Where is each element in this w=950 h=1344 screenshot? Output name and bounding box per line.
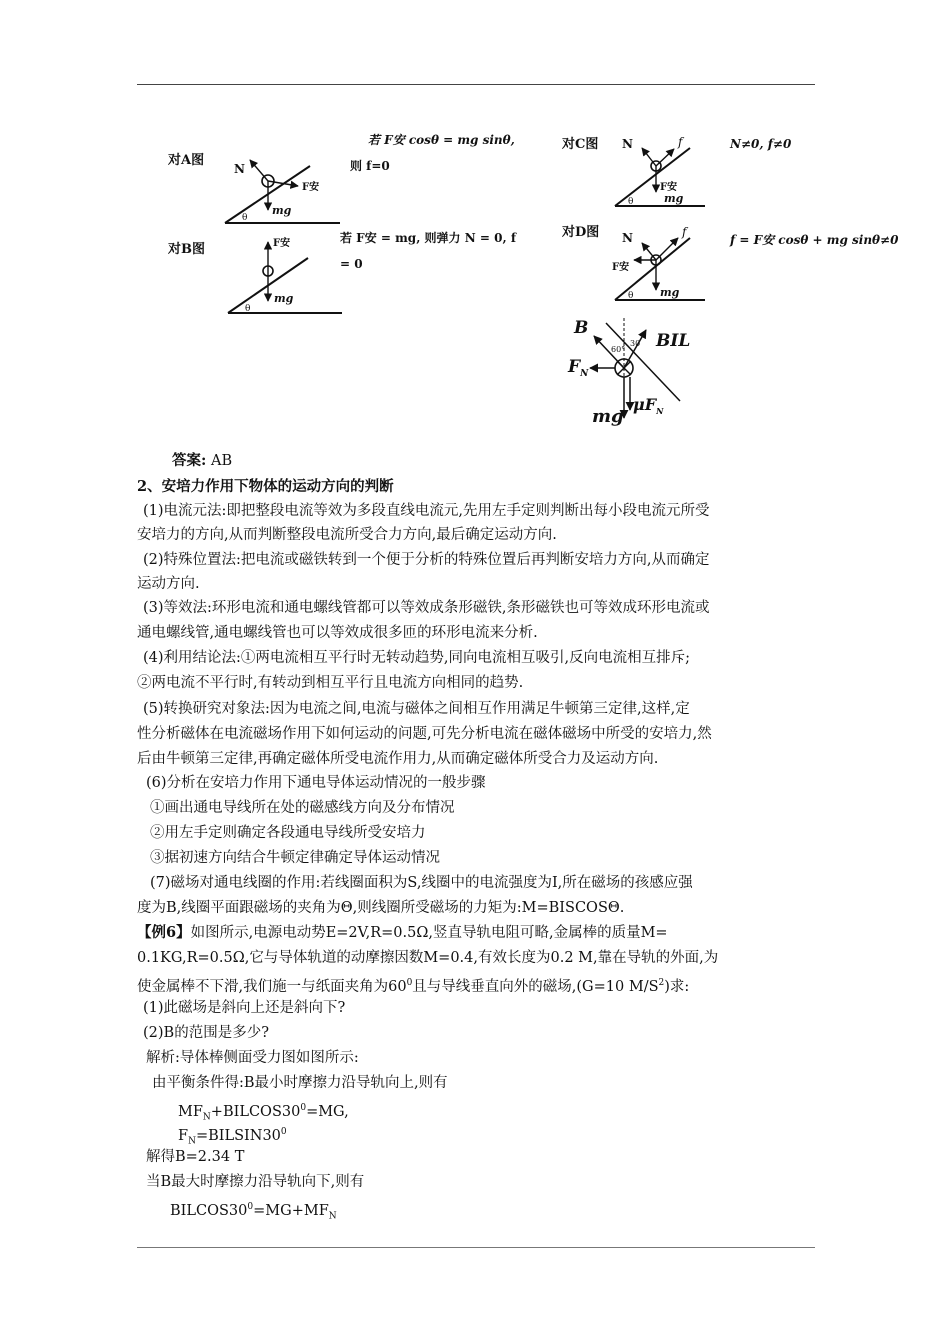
section-title: 2、安培力作用下物体的运动方向的判断: [137, 478, 394, 495]
paragraph-line: (1)电流元法:即把整段电流等效为多段直线电流元,先用左手定则判断出每小段电流元所受: [143, 503, 710, 519]
example-text-3a: 使金属棒不下滑,我们施一与纸面夹角为60: [137, 978, 407, 995]
answer-line: [172, 451, 232, 471]
svg-text:μFN: [633, 395, 664, 416]
paragraph-line: ②用左手定则确定各段通电导线所受安培力: [150, 825, 426, 841]
answer-label: 答案:: [172, 452, 207, 469]
label-fan-d: F安: [612, 262, 630, 273]
paragraph-line: ②两电流不平行时,有转动到相互平行且电流方向相同的趋势.: [137, 675, 524, 691]
caption-d: 对D图: [562, 225, 600, 240]
equation-3: [170, 1197, 337, 1227]
incline-b: [228, 236, 342, 314]
eq2-part-b: =BILSIN30: [195, 1127, 281, 1144]
paragraph-line: 运动方向.: [137, 576, 200, 592]
bil-force-diagram: [567, 318, 690, 427]
eq3-part-b: =MG+MF: [253, 1202, 329, 1219]
label-mg-force: mg: [592, 406, 624, 427]
caption-c: 对C图: [562, 137, 599, 152]
incline-d: [612, 225, 705, 301]
caption-a: 对A图: [168, 153, 205, 168]
result-1: 解得B=2.34 T: [146, 1149, 245, 1165]
label-mg-c: mg: [664, 192, 684, 205]
eq2-part-a: F: [178, 1127, 189, 1144]
example-line-3: [137, 973, 689, 997]
paragraph-line: ①画出通电导线所在处的磁感线方向及分布情况: [150, 800, 455, 816]
label-n-d: N: [622, 231, 633, 245]
example-line-2: 0.1KG,R=0.5Ω,它与导体轨道的动摩擦因数M=0.4,有效长度为0.2 M,靠在导轨的外面,为: [137, 950, 719, 966]
eq2-sup: 0: [280, 1127, 287, 1137]
paragraph-line: 通电螺线管,通电螺线管也可以等效成很多匝的环形电流来分析.: [137, 625, 538, 641]
step-1: 由平衡条件得:B最小时摩擦力沿导轨向上,则有: [152, 1075, 448, 1091]
text-a-1: 若 F安 cosθ = mg sinθ,: [368, 133, 515, 147]
example-sup-2: 2: [658, 978, 665, 988]
example-text-3b: 且与导线垂直向外的磁场,(G=10 M/S: [412, 978, 659, 995]
header-rule: [137, 84, 815, 85]
label-mg-b: mg: [274, 292, 294, 305]
label-bil: BIL: [656, 331, 691, 351]
label-fn-sub: N: [580, 369, 589, 379]
eq2-sub: N: [188, 1136, 196, 1147]
step-2: 当B最大时摩擦力沿导轨向下,则有: [146, 1174, 365, 1190]
label-mu-fn-sub: N: [656, 406, 664, 416]
text-c: N≠0, f≠0: [730, 137, 792, 151]
paragraph-line: ③据初速方向结合牛顿定律确定导体运动情况: [150, 850, 440, 866]
label-angle-30: 30: [630, 339, 641, 348]
example-label: 【例6】: [137, 924, 191, 941]
example-text-3c: )求:: [664, 978, 690, 995]
text-b-1: 若 F安 = mg, 则弹力 N = 0, f: [340, 231, 516, 245]
label-fan-b: F安: [273, 238, 291, 249]
eq1-sub: N: [202, 1112, 211, 1123]
label-fan-a: F安: [302, 182, 320, 193]
eq1-part-c: =MG,: [306, 1103, 349, 1120]
label-theta-d: θ: [628, 291, 634, 301]
eq1-part-b: +BILCOS30: [210, 1103, 301, 1120]
label-f-d: f: [682, 225, 687, 239]
label-theta-a: θ: [242, 213, 248, 223]
text-d: f = F安 cosθ + mg sinθ≠0: [730, 233, 899, 247]
text-a-2: 则 f=0: [350, 159, 390, 173]
incline-a: [225, 160, 340, 223]
paragraph-line: (3)等效法:环形电流和通电螺线管都可以等效成条形磁铁,条形磁铁也可等效成环形电流或: [143, 600, 710, 616]
caption-b: 对B图: [168, 242, 205, 257]
question-1: (1)此磁场是斜向上还是斜向下?: [143, 1000, 346, 1016]
label-mu-fn: μF: [633, 395, 657, 414]
analysis-line: 解析:导体棒侧面受力图如图所示:: [146, 1050, 359, 1066]
example-sup-1: 0: [406, 978, 413, 988]
paragraph-line: 安培力的方向,从而判断整段电流所受合力方向,最后确定运动方向.: [137, 527, 557, 543]
label-theta-c: θ: [628, 197, 634, 207]
svg-text:FN: [567, 357, 589, 379]
example-text-1: 如图所示,电源电动势E=2V,R=0.5Ω,竖直导轨电阻可略,金属棒的质量M=: [190, 925, 668, 941]
eq3-part-a: BILCOS30: [170, 1202, 248, 1219]
paragraph-line: 后由牛顿第三定律,再确定磁体所受电流作用力,从而确定磁体所受合力及运动方向.: [137, 751, 659, 767]
label-fan-c: F安: [660, 182, 678, 193]
label-mg-a: mg: [272, 204, 292, 217]
label-n-c: N: [622, 137, 633, 151]
paragraph-line: 性分析磁体在电流磁场作用下如何运动的问题,可先分析电流在磁体磁场中所受的安培力,然: [137, 726, 712, 742]
eq1-part-a: MF: [178, 1103, 203, 1120]
eq3-sub: N: [328, 1211, 337, 1222]
label-theta-b: θ: [245, 304, 251, 314]
force-diagrams-figure: [150, 118, 910, 438]
label-b: B: [574, 318, 589, 338]
text-b-2: = 0: [340, 257, 363, 271]
paragraph-line: 度为B,线圈平面跟磁场的夹角为Θ,则线圈所受磁场的力矩为:M=BISCOSΘ.: [137, 900, 625, 916]
label-f-c: f: [678, 135, 683, 149]
paragraph-line: (4)利用结论法:①两电流相互平行时无转动趋势,同向电流相互吸引,反向电流相互排斥;: [143, 650, 691, 666]
question-2: (2)B的范围是多少?: [143, 1025, 269, 1041]
example-line-1: [137, 923, 668, 943]
paragraph-line: (2)特殊位置法:把电流或磁铁转到一个便于分析的特殊位置后再判断安培力方向,从而确定: [143, 552, 710, 568]
paragraph-line: (5)转换研究对象法:因为电流之间,电流与磁体之间相互作用满足牛顿第三定律,这样,定: [143, 701, 690, 717]
footer-rule: [137, 1247, 815, 1248]
label-angle-60: 60°: [611, 345, 626, 354]
paragraph-line: (7)磁场对通电线圈的作用:若线圈面积为S,线圈中的电流强度为I,所在磁场的孩感应强: [150, 875, 693, 891]
eq1-sup: 0: [300, 1103, 307, 1113]
eq3-sup: 0: [247, 1202, 254, 1212]
incline-c: [615, 135, 705, 207]
label-fn: F: [568, 357, 581, 377]
label-n-a: N: [234, 162, 245, 176]
label-mg-d: mg: [660, 286, 680, 299]
answer-value: AB: [210, 453, 233, 469]
paragraph-line: (6)分析在安培力作用下通电导体运动情况的一般步骤: [146, 775, 486, 791]
